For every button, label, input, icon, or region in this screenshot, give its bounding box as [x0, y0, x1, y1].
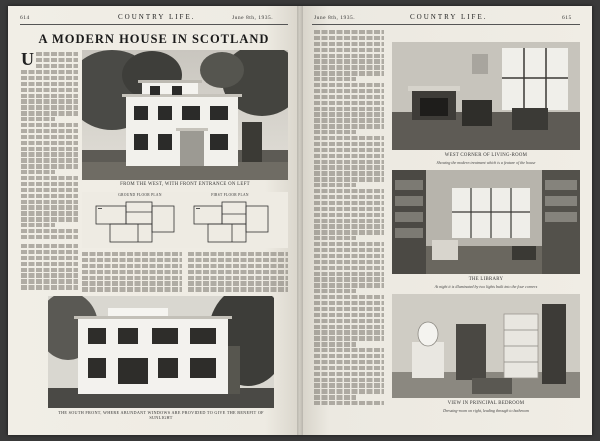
text-line	[188, 252, 288, 256]
page-gutter	[297, 6, 303, 435]
text-line	[314, 354, 384, 358]
text-line	[314, 71, 384, 75]
text-line	[82, 264, 182, 268]
subcaption-bedroom: Dressing-room on right, leading through to bathroom	[443, 408, 529, 413]
text-line	[314, 230, 384, 234]
text-line	[314, 401, 384, 405]
text-line	[314, 183, 356, 187]
text-line	[21, 176, 78, 180]
text-column-left-bottom	[21, 244, 78, 294]
text-line	[21, 200, 78, 204]
text-line	[314, 295, 384, 299]
text-line	[314, 201, 384, 205]
text-line	[314, 195, 384, 199]
text-line	[21, 194, 78, 198]
text-line	[314, 325, 384, 329]
text-line	[21, 164, 78, 168]
text-line	[21, 99, 78, 103]
text-line	[188, 276, 288, 280]
text-line	[188, 264, 288, 268]
text-line	[314, 136, 384, 140]
left-page	[8, 6, 300, 435]
caption-library: THE LIBRARY	[468, 277, 504, 282]
photo-living-room	[392, 42, 580, 150]
text-line	[21, 256, 78, 260]
caption-living-room: WEST CORNER OF LIVING-ROOM	[444, 153, 528, 158]
text-line	[21, 268, 78, 272]
text-line	[21, 94, 78, 98]
left-date: June 8th, 1935.	[232, 15, 274, 21]
left-header-rule	[20, 24, 288, 25]
left-page-number: 614	[20, 15, 30, 21]
text-line	[21, 117, 55, 121]
text-line	[314, 130, 356, 134]
text-line	[314, 248, 384, 252]
text-line	[314, 348, 384, 352]
text-line	[314, 54, 384, 58]
text-line	[314, 189, 384, 193]
text-line	[314, 272, 384, 276]
text-line	[314, 95, 384, 99]
drop-cap: U	[21, 49, 34, 69]
text-line	[314, 148, 384, 152]
text-line	[314, 383, 384, 387]
text-line	[314, 319, 384, 323]
text-line	[314, 360, 384, 364]
text-line	[21, 123, 78, 127]
text-line	[314, 336, 384, 340]
text-line	[314, 242, 384, 246]
text-line	[314, 260, 384, 264]
text-line	[21, 285, 78, 289]
text-line	[188, 287, 288, 291]
text-line	[314, 160, 384, 164]
text-line	[314, 36, 384, 40]
text-line	[82, 270, 182, 274]
text-line	[21, 111, 78, 115]
text-line	[314, 289, 356, 293]
text-line	[82, 258, 182, 262]
text-line	[82, 287, 182, 291]
text-line	[314, 236, 356, 240]
text-line	[314, 266, 384, 270]
text-line	[314, 83, 384, 87]
left-running-title: COUNTRY LIFE.	[118, 13, 196, 21]
right-running-title: COUNTRY LIFE.	[410, 13, 488, 21]
text-line	[314, 177, 384, 181]
text-line	[314, 48, 384, 52]
text-column-center-bottom	[82, 252, 182, 294]
text-line	[314, 154, 384, 158]
text-line	[314, 307, 384, 311]
text-line	[21, 129, 78, 133]
text-line	[21, 182, 78, 186]
text-line	[21, 82, 78, 86]
photo-south-front	[48, 296, 274, 408]
text-line	[314, 171, 384, 175]
text-line	[314, 142, 384, 146]
text-line	[314, 372, 384, 376]
text-line	[21, 273, 78, 277]
photo-bedroom	[392, 294, 580, 398]
text-line	[314, 65, 384, 69]
text-line	[21, 229, 78, 233]
text-line	[21, 244, 78, 248]
text-line	[21, 211, 78, 215]
text-line	[21, 141, 78, 145]
text-line	[314, 107, 384, 111]
text-line	[314, 112, 384, 116]
text-column-intro	[36, 52, 78, 68]
text-line	[314, 395, 356, 399]
text-line	[82, 276, 182, 280]
article-headline: A MODERN HOUSE IN SCOTLAND	[38, 32, 270, 46]
text-line	[21, 170, 55, 174]
caption-south-front: THE SOUTH FRONT, WHERE ABUNDANT WINDOWS ARE PROVIDED TO GIVE THE BENEFIT OF SUNLIGHT	[58, 410, 264, 420]
text-line	[21, 152, 78, 156]
ground-floor-plan-label: GROUND FLOOR PLAN	[118, 193, 162, 197]
text-line	[21, 188, 78, 192]
text-line	[314, 342, 356, 346]
right-date: June 8th, 1935.	[314, 15, 356, 21]
text-line	[314, 118, 384, 122]
right-page	[300, 6, 592, 435]
text-line	[314, 89, 384, 93]
text-line	[314, 330, 384, 334]
text-column-right-page	[314, 30, 384, 410]
text-line	[314, 42, 384, 46]
text-line	[82, 281, 182, 285]
caption-bedroom: VIEW IN PRINCIPAL BEDROOM	[447, 401, 525, 406]
text-line	[21, 76, 78, 80]
text-line	[188, 270, 288, 274]
text-line	[21, 135, 78, 139]
text-line	[314, 301, 384, 305]
photo-west-view	[82, 50, 288, 180]
text-line	[314, 378, 384, 382]
text-line	[21, 223, 55, 227]
subcaption-library: At night it is illuminated by two lights built into the four corners	[434, 284, 538, 289]
text-line	[188, 281, 288, 285]
text-line	[314, 389, 384, 393]
text-line	[314, 277, 384, 281]
text-line	[21, 205, 78, 209]
text-line	[21, 217, 78, 221]
text-line	[21, 147, 78, 151]
caption-west-view: FROM THE WEST, WITH FRONT ENTRANCE ON LEFT	[120, 182, 250, 187]
photo-library	[392, 170, 580, 274]
text-line	[314, 313, 384, 317]
text-line	[21, 235, 78, 239]
text-line	[21, 88, 78, 92]
right-page-number: 615	[562, 15, 572, 21]
text-line	[21, 158, 78, 162]
text-line	[314, 101, 384, 105]
text-line	[314, 77, 356, 81]
text-line	[314, 207, 384, 211]
text-line	[314, 30, 384, 34]
magazine-spread	[8, 6, 592, 435]
text-line	[314, 165, 384, 169]
text-line	[314, 366, 384, 370]
text-column-left	[21, 70, 78, 240]
text-line	[21, 105, 78, 109]
text-line	[314, 283, 384, 287]
text-line	[314, 124, 384, 128]
text-line	[21, 70, 78, 74]
text-line	[188, 258, 288, 262]
subcaption-living-room: Showing the modern treatment which is a feature of the house	[436, 160, 536, 165]
text-line	[314, 224, 384, 228]
text-line	[314, 213, 384, 217]
text-line	[82, 252, 182, 256]
first-floor-plan-label: FIRST FLOOR PLAN	[211, 193, 249, 197]
text-line	[314, 254, 384, 258]
text-line	[314, 219, 384, 223]
right-header-rule	[312, 24, 580, 25]
text-line	[21, 279, 78, 283]
floor-plans	[82, 192, 288, 248]
text-column-right-bottom	[188, 252, 288, 294]
text-line	[314, 59, 384, 63]
text-line	[21, 262, 78, 266]
text-line	[21, 250, 78, 254]
